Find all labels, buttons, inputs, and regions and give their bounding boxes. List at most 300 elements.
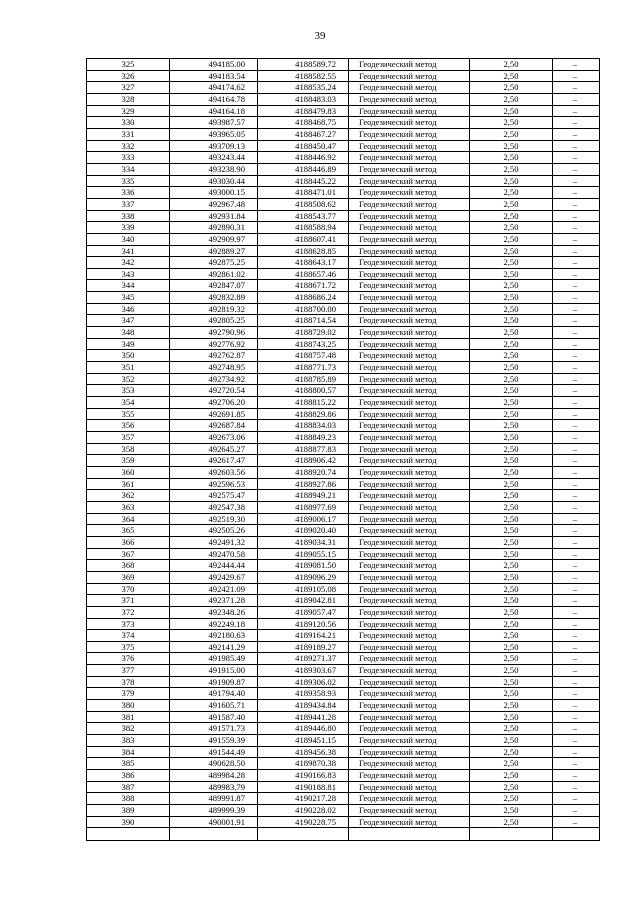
note-cell: – — [553, 432, 600, 444]
x-coordinate-cell: 492931.84 — [170, 210, 258, 222]
point-number-cell: 379 — [87, 688, 170, 700]
point-number-cell: 342 — [87, 257, 170, 269]
accuracy-cell: 2,50 — [470, 746, 553, 758]
accuracy-cell: 2,50 — [470, 315, 553, 327]
note-cell: – — [553, 128, 600, 140]
x-coordinate-cell: 491571.73 — [170, 723, 258, 735]
y-coordinate-cell: 4188849.23 — [258, 432, 349, 444]
table-row — [87, 711, 600, 723]
table-row — [87, 571, 600, 583]
point-number-cell: 376 — [87, 653, 170, 665]
note-cell: – — [553, 606, 600, 618]
y-coordinate-cell: 4189020.40 — [258, 525, 349, 537]
point-number-cell: 339 — [87, 222, 170, 234]
note-cell: – — [553, 233, 600, 245]
method-cell: Геодезический метод — [349, 560, 470, 572]
method-cell: Геодезический метод — [349, 781, 470, 793]
point-number-cell: 343 — [87, 268, 170, 280]
table-row — [87, 408, 600, 420]
y-coordinate-cell: 4188508.62 — [258, 198, 349, 210]
y-coordinate-cell: 4188757.48 — [258, 350, 349, 362]
table-row — [87, 793, 600, 805]
note-cell: – — [553, 105, 600, 117]
method-cell: Геодезический метод — [349, 408, 470, 420]
accuracy-cell: 2,50 — [470, 618, 553, 630]
table-row — [87, 665, 600, 677]
note-cell: – — [553, 525, 600, 537]
note-cell: – — [553, 268, 600, 280]
table-row — [87, 128, 600, 140]
note-cell: – — [553, 560, 600, 572]
y-coordinate-cell: 4188468.75 — [258, 117, 349, 129]
table-row — [87, 618, 600, 630]
note-cell: – — [553, 245, 600, 257]
y-coordinate-cell: 4188700.00 — [258, 303, 349, 315]
method-cell: Геодезический метод — [349, 362, 470, 374]
y-coordinate-cell: 4189358.93 — [258, 688, 349, 700]
note-cell: – — [553, 478, 600, 490]
note-cell: – — [553, 676, 600, 688]
point-number-cell: 365 — [87, 525, 170, 537]
method-cell: Геодезический метод — [349, 455, 470, 467]
note-cell: – — [553, 595, 600, 607]
table-row — [87, 93, 600, 105]
y-coordinate-cell: 4188949.21 — [258, 490, 349, 502]
method-cell: Геодезический метод — [349, 385, 470, 397]
y-coordinate-cell: 4188535.24 — [258, 82, 349, 94]
x-coordinate-cell: 489999.39 — [170, 805, 258, 817]
x-coordinate-cell: 492832.89 — [170, 292, 258, 304]
point-number-cell: 326 — [87, 70, 170, 82]
coordinates-table-body — [87, 59, 600, 841]
method-cell: Геодезический метод — [349, 595, 470, 607]
method-cell: Геодезический метод — [349, 268, 470, 280]
method-cell: Геодезический метод — [349, 805, 470, 817]
table-row — [87, 373, 600, 385]
accuracy-cell: 2,50 — [470, 455, 553, 467]
table-row-empty — [87, 828, 600, 841]
method-cell: Геодезический метод — [349, 315, 470, 327]
table-row — [87, 641, 600, 653]
accuracy-cell: 2,50 — [470, 245, 553, 257]
point-number-cell: 361 — [87, 478, 170, 490]
method-cell: Геодезический метод — [349, 688, 470, 700]
x-coordinate-cell: 491909.87 — [170, 676, 258, 688]
y-coordinate-cell: 4188729.02 — [258, 327, 349, 339]
x-coordinate-cell: 493238.90 — [170, 163, 258, 175]
accuracy-cell: 2,50 — [470, 711, 553, 723]
x-coordinate-cell: 492348.26 — [170, 606, 258, 618]
x-coordinate-cell: 494185.00 — [170, 59, 258, 71]
method-cell: Геодезический метод — [349, 793, 470, 805]
y-coordinate-cell: 4189057.47 — [258, 606, 349, 618]
y-coordinate-cell: 4188714.54 — [258, 315, 349, 327]
method-cell: Геодезический метод — [349, 758, 470, 770]
accuracy-cell: 2,50 — [470, 723, 553, 735]
accuracy-cell: 2,50 — [470, 338, 553, 350]
note-cell: – — [553, 175, 600, 187]
accuracy-cell: 2,50 — [470, 735, 553, 747]
y-coordinate-cell: 4188628.85 — [258, 245, 349, 257]
note-cell: – — [553, 746, 600, 758]
method-cell: Геодезический метод — [349, 676, 470, 688]
accuracy-cell: 2,50 — [470, 210, 553, 222]
note-cell: – — [553, 805, 600, 817]
note-cell: – — [553, 257, 600, 269]
accuracy-cell: 2,50 — [470, 59, 553, 71]
x-coordinate-cell: 492470.58 — [170, 548, 258, 560]
accuracy-cell: 2,50 — [470, 303, 553, 315]
table-row — [87, 59, 600, 71]
table-row — [87, 350, 600, 362]
x-coordinate-cell: 492249.18 — [170, 618, 258, 630]
method-cell: Геодезический метод — [349, 513, 470, 525]
y-coordinate-cell: 4188483.03 — [258, 93, 349, 105]
x-coordinate-cell: 492720.54 — [170, 385, 258, 397]
note-cell: – — [553, 700, 600, 712]
table-row — [87, 466, 600, 478]
accuracy-cell: 2,50 — [470, 70, 553, 82]
accuracy-cell: 2,50 — [470, 408, 553, 420]
table-row — [87, 781, 600, 793]
x-coordinate-cell: 489991.87 — [170, 793, 258, 805]
point-number-cell: 360 — [87, 466, 170, 478]
y-coordinate-cell: 4189306.02 — [258, 676, 349, 688]
y-coordinate-cell: 4189096.29 — [258, 571, 349, 583]
table-row — [87, 478, 600, 490]
y-coordinate-cell: 4189303.67 — [258, 665, 349, 677]
note-cell: – — [553, 222, 600, 234]
x-coordinate-cell: 492909.97 — [170, 233, 258, 245]
method-cell: Геодезический метод — [349, 420, 470, 432]
accuracy-cell: 2,50 — [470, 198, 553, 210]
x-coordinate-cell: 492180.63 — [170, 630, 258, 642]
table-row — [87, 362, 600, 374]
empty-cell — [87, 828, 170, 841]
coordinates-table — [86, 58, 600, 841]
y-coordinate-cell: 4189164.21 — [258, 630, 349, 642]
x-coordinate-cell: 492505.26 — [170, 525, 258, 537]
method-cell: Геодезический метод — [349, 816, 470, 828]
point-number-cell: 340 — [87, 233, 170, 245]
y-coordinate-cell: 4188467.27 — [258, 128, 349, 140]
note-cell: – — [553, 571, 600, 583]
accuracy-cell: 2,50 — [470, 117, 553, 129]
x-coordinate-cell: 492491.32 — [170, 536, 258, 548]
x-coordinate-cell: 493000.15 — [170, 187, 258, 199]
x-coordinate-cell: 493709.13 — [170, 140, 258, 152]
accuracy-cell: 2,50 — [470, 292, 553, 304]
method-cell: Геодезический метод — [349, 501, 470, 513]
accuracy-cell: 2,50 — [470, 105, 553, 117]
x-coordinate-cell: 492748.95 — [170, 362, 258, 374]
method-cell: Геодезический метод — [349, 770, 470, 782]
accuracy-cell: 2,50 — [470, 152, 553, 164]
method-cell: Геодезический метод — [349, 175, 470, 187]
y-coordinate-cell: 4188771.73 — [258, 362, 349, 374]
point-number-cell: 346 — [87, 303, 170, 315]
table-row — [87, 560, 600, 572]
method-cell: Геодезический метод — [349, 397, 470, 409]
y-coordinate-cell: 4188445.22 — [258, 175, 349, 187]
note-cell: – — [553, 466, 600, 478]
method-cell: Геодезический метод — [349, 723, 470, 735]
accuracy-cell: 2,50 — [470, 163, 553, 175]
y-coordinate-cell: 4190188.81 — [258, 781, 349, 793]
y-coordinate-cell: 4189034.31 — [258, 536, 349, 548]
method-cell: Геодезический метод — [349, 665, 470, 677]
x-coordinate-cell: 493987.57 — [170, 117, 258, 129]
method-cell: Геодезический метод — [349, 163, 470, 175]
note-cell: – — [553, 513, 600, 525]
point-number-cell: 336 — [87, 187, 170, 199]
note-cell: – — [553, 816, 600, 828]
x-coordinate-cell: 492889.27 — [170, 245, 258, 257]
table-row — [87, 245, 600, 257]
table-row — [87, 292, 600, 304]
table-row — [87, 222, 600, 234]
table-row — [87, 163, 600, 175]
x-coordinate-cell: 491544.49 — [170, 746, 258, 758]
x-coordinate-cell: 494164.18 — [170, 105, 258, 117]
accuracy-cell: 2,50 — [470, 432, 553, 444]
accuracy-cell: 2,50 — [470, 816, 553, 828]
accuracy-cell: 2,50 — [470, 665, 553, 677]
note-cell: – — [553, 82, 600, 94]
accuracy-cell: 2,50 — [470, 513, 553, 525]
x-coordinate-cell: 491794.40 — [170, 688, 258, 700]
method-cell: Геодезический метод — [349, 59, 470, 71]
x-coordinate-cell: 492444.44 — [170, 560, 258, 572]
y-coordinate-cell: 4189042.81 — [258, 595, 349, 607]
note-cell: – — [553, 793, 600, 805]
y-coordinate-cell: 4188446.92 — [258, 152, 349, 164]
y-coordinate-cell: 4188877.83 — [258, 443, 349, 455]
point-number-cell: 363 — [87, 501, 170, 513]
note-cell: – — [553, 770, 600, 782]
method-cell: Геодезический метод — [349, 536, 470, 548]
method-cell: Геодезический метод — [349, 443, 470, 455]
x-coordinate-cell: 492762.87 — [170, 350, 258, 362]
table-row — [87, 175, 600, 187]
x-coordinate-cell: 491587.40 — [170, 711, 258, 723]
method-cell: Геодезический метод — [349, 606, 470, 618]
note-cell: – — [553, 455, 600, 467]
note-cell: – — [553, 210, 600, 222]
x-coordinate-cell: 492706.20 — [170, 397, 258, 409]
y-coordinate-cell: 4189081.50 — [258, 560, 349, 572]
point-number-cell: 386 — [87, 770, 170, 782]
accuracy-cell: 2,50 — [470, 548, 553, 560]
y-coordinate-cell: 4188927.86 — [258, 478, 349, 490]
table-row — [87, 501, 600, 513]
y-coordinate-cell: 4188686.24 — [258, 292, 349, 304]
accuracy-cell: 2,50 — [470, 420, 553, 432]
accuracy-cell: 2,50 — [470, 128, 553, 140]
method-cell: Геодезический метод — [349, 82, 470, 94]
y-coordinate-cell: 4189451.15 — [258, 735, 349, 747]
accuracy-cell: 2,50 — [470, 805, 553, 817]
note-cell: – — [553, 758, 600, 770]
method-cell: Геодезический метод — [349, 571, 470, 583]
method-cell: Геодезический метод — [349, 233, 470, 245]
table-row — [87, 513, 600, 525]
point-number-cell: 374 — [87, 630, 170, 642]
point-number-cell: 372 — [87, 606, 170, 618]
method-cell: Геодезический метод — [349, 641, 470, 653]
method-cell: Геодезический метод — [349, 245, 470, 257]
table-row — [87, 210, 600, 222]
y-coordinate-cell: 4189105.08 — [258, 583, 349, 595]
table-row — [87, 758, 600, 770]
x-coordinate-cell: 490628.50 — [170, 758, 258, 770]
x-coordinate-cell: 492875.25 — [170, 257, 258, 269]
x-coordinate-cell: 491605.71 — [170, 700, 258, 712]
table-row — [87, 338, 600, 350]
accuracy-cell: 2,50 — [470, 525, 553, 537]
accuracy-cell: 2,50 — [470, 676, 553, 688]
method-cell: Геодезический метод — [349, 653, 470, 665]
x-coordinate-cell: 492596.53 — [170, 478, 258, 490]
empty-cell — [349, 828, 470, 841]
note-cell: – — [553, 280, 600, 292]
x-coordinate-cell: 491559.39 — [170, 735, 258, 747]
note-cell: – — [553, 641, 600, 653]
table-row — [87, 303, 600, 315]
accuracy-cell: 2,50 — [470, 653, 553, 665]
y-coordinate-cell: 4188977.69 — [258, 501, 349, 513]
point-number-cell: 353 — [87, 385, 170, 397]
accuracy-cell: 2,50 — [470, 175, 553, 187]
accuracy-cell: 2,50 — [470, 222, 553, 234]
table-row — [87, 525, 600, 537]
point-number-cell: 366 — [87, 536, 170, 548]
table-row — [87, 385, 600, 397]
method-cell: Геодезический метод — [349, 350, 470, 362]
note-cell: – — [553, 735, 600, 747]
accuracy-cell: 2,50 — [470, 606, 553, 618]
accuracy-cell: 2,50 — [470, 758, 553, 770]
method-cell: Геодезический метод — [349, 128, 470, 140]
point-number-cell: 352 — [87, 373, 170, 385]
accuracy-cell: 2,50 — [470, 490, 553, 502]
y-coordinate-cell: 4189441.28 — [258, 711, 349, 723]
table-row — [87, 816, 600, 828]
y-coordinate-cell: 4189006.17 — [258, 513, 349, 525]
table-row — [87, 595, 600, 607]
table-row — [87, 233, 600, 245]
y-coordinate-cell: 4188920.74 — [258, 466, 349, 478]
point-number-cell: 390 — [87, 816, 170, 828]
x-coordinate-cell: 492429.67 — [170, 571, 258, 583]
empty-cell — [470, 828, 553, 841]
method-cell: Геодезический метод — [349, 280, 470, 292]
y-coordinate-cell: 4188657.46 — [258, 268, 349, 280]
method-cell: Геодезический метод — [349, 478, 470, 490]
method-cell: Геодезический метод — [349, 583, 470, 595]
x-coordinate-cell: 492776.92 — [170, 338, 258, 350]
accuracy-cell: 2,50 — [470, 268, 553, 280]
accuracy-cell: 2,50 — [470, 350, 553, 362]
accuracy-cell: 2,50 — [470, 770, 553, 782]
table-row — [87, 70, 600, 82]
method-cell: Геодезический метод — [349, 140, 470, 152]
x-coordinate-cell: 492371.28 — [170, 595, 258, 607]
y-coordinate-cell: 4188479.83 — [258, 105, 349, 117]
accuracy-cell: 2,50 — [470, 583, 553, 595]
table-row — [87, 327, 600, 339]
point-number-cell: 330 — [87, 117, 170, 129]
accuracy-cell: 2,50 — [470, 781, 553, 793]
note-cell: – — [553, 198, 600, 210]
point-number-cell: 355 — [87, 408, 170, 420]
y-coordinate-cell: 4188829.86 — [258, 408, 349, 420]
x-coordinate-cell: 492861.02 — [170, 268, 258, 280]
y-coordinate-cell: 4188743.25 — [258, 338, 349, 350]
y-coordinate-cell: 4188607.41 — [258, 233, 349, 245]
point-number-cell: 335 — [87, 175, 170, 187]
point-number-cell: 349 — [87, 338, 170, 350]
table-row — [87, 397, 600, 409]
y-coordinate-cell: 4188671.72 — [258, 280, 349, 292]
table-row — [87, 536, 600, 548]
method-cell: Геодезический метод — [349, 93, 470, 105]
accuracy-cell: 2,50 — [470, 688, 553, 700]
table-row — [87, 432, 600, 444]
note-cell: – — [553, 653, 600, 665]
note-cell: – — [553, 723, 600, 735]
table-row — [87, 700, 600, 712]
point-number-cell: 381 — [87, 711, 170, 723]
accuracy-cell: 2,50 — [470, 571, 553, 583]
method-cell: Геодезический метод — [349, 327, 470, 339]
method-cell: Геодезический метод — [349, 105, 470, 117]
table-row — [87, 583, 600, 595]
point-number-cell: 362 — [87, 490, 170, 502]
y-coordinate-cell: 4189055.15 — [258, 548, 349, 560]
accuracy-cell: 2,50 — [470, 595, 553, 607]
x-coordinate-cell: 489984.28 — [170, 770, 258, 782]
x-coordinate-cell: 492519.30 — [170, 513, 258, 525]
point-number-cell: 351 — [87, 362, 170, 374]
y-coordinate-cell: 4188543.77 — [258, 210, 349, 222]
empty-cell — [553, 828, 600, 841]
note-cell: – — [553, 385, 600, 397]
x-coordinate-cell: 492421.09 — [170, 583, 258, 595]
point-number-cell: 380 — [87, 700, 170, 712]
point-number-cell: 348 — [87, 327, 170, 339]
empty-cell — [258, 828, 349, 841]
method-cell: Геодезический метод — [349, 70, 470, 82]
point-number-cell: 331 — [87, 128, 170, 140]
point-number-cell: 370 — [87, 583, 170, 595]
x-coordinate-cell: 492847.07 — [170, 280, 258, 292]
y-coordinate-cell: 4189870.38 — [258, 758, 349, 770]
x-coordinate-cell: 493965.05 — [170, 128, 258, 140]
method-cell: Геодезический метод — [349, 525, 470, 537]
accuracy-cell: 2,50 — [470, 560, 553, 572]
x-coordinate-cell: 490001.91 — [170, 816, 258, 828]
note-cell: – — [553, 688, 600, 700]
y-coordinate-cell: 4188815.22 — [258, 397, 349, 409]
table-row — [87, 770, 600, 782]
point-number-cell: 357 — [87, 432, 170, 444]
note-cell: – — [553, 490, 600, 502]
y-coordinate-cell: 4189120.56 — [258, 618, 349, 630]
x-coordinate-cell: 492617.47 — [170, 455, 258, 467]
note-cell: – — [553, 303, 600, 315]
note-cell: – — [553, 711, 600, 723]
